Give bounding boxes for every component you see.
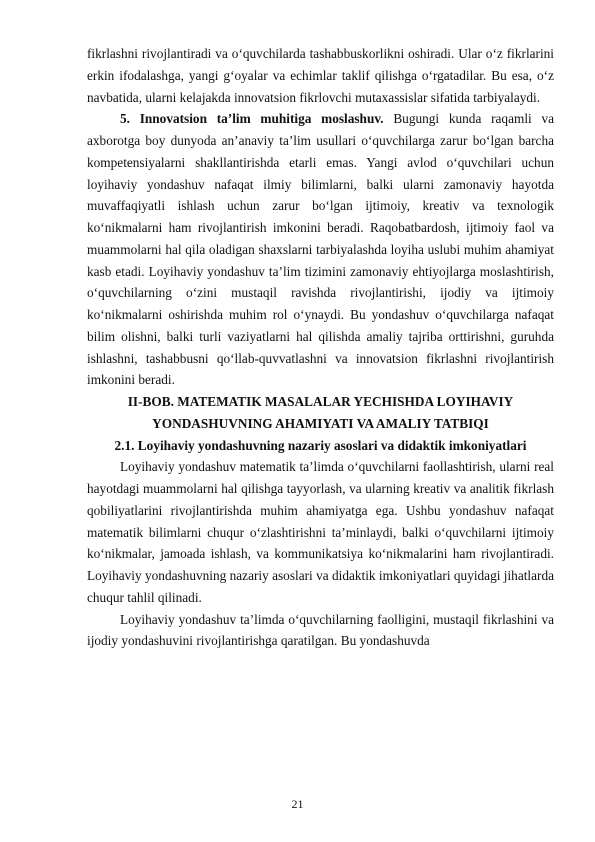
chapter-title-line-1: II-BOB. MATEMATIK MASALALAR YECHISHDA LOYIHAVIY	[127, 394, 514, 409]
section-title: 2.1. Loyihaviy yondashuvning nazariy asoslari va didaktik imkoniyatlari	[114, 437, 527, 453]
chapter-title-line-2: YONDASHUVNING AHAMIYATI VA AMALIY TATBIQI	[152, 415, 489, 431]
paragraph-innovation-body: Bugungi kunda raqamli va axborotga boy dunyoda an’anaviy ta’lim usullari o‘quvchilarga zarur bo‘lgan barcha kompetensiyalarni shakllantirishda etarli emas. Yangi avlod o‘quvchilari uchun loyihaviy yondashuv nafaqat ilmiy bilimlarni, balki ularni zamonaviy hayotda muvaffaqiyatli ishlash uchun zarur bo‘lgan ijtimoiy, kreativ va texnologik ko‘nikmalarni ham rivojlantirish imkonini beradi. Raqobatbardosh, ijtimoiy faol va muammolarni hal qila oladigan shaxslarni tarbiyalashda loyiha uslubi muhim ahamiyat kasb etadi. Loyihaviy yondashuv ta’lim tizimini zamonaviy ehtiyojlarga moslashtirish, o‘quvchilarning o‘zini mustaqil ravishda rivojlantirishi, ijodiy va ijtimoiy ko‘nikmalarni oshirishda muhim rol o‘ynaydi. Bu yondashuv o‘quvchilarga nafaqat bilim olishni, balki turli vaziyatlarni hal qilishda amaliy tajriba orttirishni, guruhda ishlashni, tashabbusni qo‘llab-quvvatlashni va innovatsion fikrlashni rivojlantirish imkonini beradi.	[87, 111, 554, 388]
body-text	[87, 43, 554, 652]
paragraph-continuation: fikrlashni rivojlantiradi va o‘quvchilarda tashabbuskorlikni oshiradi. Ular o‘z fikrlarini erkin ifodalashga, yangi g‘oyalar va echimlar taklif qilishga o‘rgatadilar. Bu esa, o‘z navbatida, ularni kelajakda innovatsion fikrlovchi mutaxassislar sifatida tarbiyalaydi.	[87, 46, 554, 105]
paragraph-approach: Loyihaviy yondashuv ta’limda o‘quvchilarning faolligini, mustaqil fikrlashini va ijodiy yondashuvini rivojlantirishga qaratilgan. Bu yondashuvda	[87, 611, 554, 649]
paragraph-theory: Loyihaviy yondashuv matematik ta’limda o‘quvchilarni faollashtirish, ularni real hayotdagi muammolarni hal qilishga tayyorlash, va ularning kreativ va analitik fikrlash qobiliyatlarini rivojlantirishda muhim ahamiyatga ega. Ushbu yondashuv nafaqat matematik bilimlarni chuqur o‘zlashtirishni ta’minlaydi, balki o‘quvchilarni ijtimoiy ko‘nikmalar, jamoada ishlash, va kommunikatsiya ko‘nikmalarini ham rivojlantiradi. Loyihaviy yondashuvning nazariy asoslari va didaktik imkoniyatlari quyidagi jihatlarda chuqur tahlil qilinadi.	[87, 459, 554, 605]
page-number: 21	[291, 797, 304, 811]
paragraph-innovation	[87, 108, 554, 391]
paragraph-lead-heading: 5. Innovatsion ta’lim muhitiga moslashuv.	[120, 111, 384, 127]
chapter-title	[87, 391, 554, 435]
